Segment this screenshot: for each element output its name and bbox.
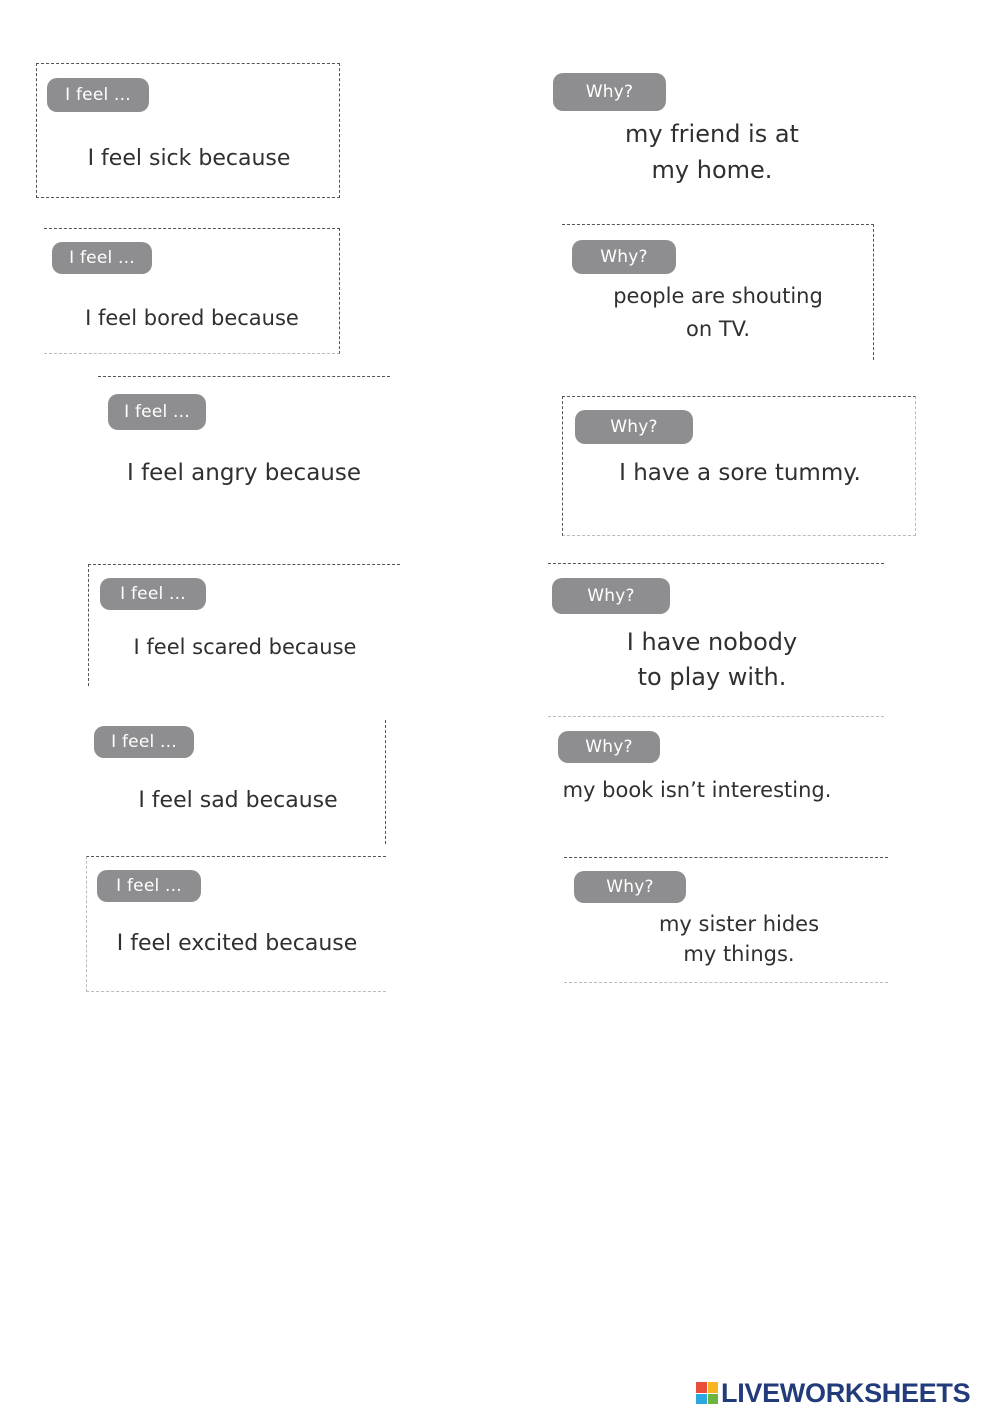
why-text-line1: my book isn’t interesting. [562, 778, 832, 802]
feel-tag: I feel ... [47, 78, 149, 112]
why-text-line1: people are shouting [613, 284, 823, 308]
why-tag: Why? [558, 731, 660, 763]
why-card-book [552, 724, 848, 824]
liveworksheets-logo-icon [696, 1382, 718, 1404]
why-card-tummy [562, 396, 916, 536]
feel-text: I feel sad because [138, 788, 338, 813]
why-text-line1: I have nobody [626, 628, 798, 656]
why-text-line1: my sister hides [658, 912, 820, 936]
why-card-friend [548, 66, 878, 194]
logo-square-blue [696, 1394, 707, 1405]
why-text-line1: I have a sore tummy. [619, 460, 861, 486]
why-tag: Why? [572, 240, 676, 274]
why-tag: Why? [574, 871, 686, 903]
feel-card-scared [88, 564, 400, 686]
logo-square-green [708, 1394, 719, 1405]
logo-square-yellow [708, 1382, 719, 1393]
feel-card-sad [90, 720, 386, 844]
feel-text: I feel excited because [116, 931, 358, 956]
feel-text: I feel sick because [87, 146, 291, 171]
why-text-line2: to play with. [637, 663, 787, 691]
why-card-shouting [562, 224, 874, 360]
why-text-line1: my friend is at [625, 120, 799, 148]
logo-text: LIVEWORKSHEETS [721, 1377, 971, 1408]
liveworksheets-logo [696, 1378, 996, 1408]
why-tag: Why? [552, 578, 670, 614]
feel-tag: I feel ... [108, 394, 206, 430]
why-text-line2: my things. [683, 942, 795, 966]
feel-tag: I feel ... [52, 242, 152, 274]
why-card-nobody [548, 563, 884, 717]
why-text-line2: my home. [651, 156, 773, 184]
feel-tag: I feel ... [94, 726, 194, 758]
feel-card-excited [86, 856, 386, 992]
logo-square-red [696, 1382, 707, 1393]
why-tag: Why? [575, 410, 693, 444]
feel-card-bored [44, 228, 340, 354]
why-card-sister [564, 857, 888, 983]
feel-tag: I feel ... [100, 578, 206, 610]
why-text-line2: on TV. [686, 317, 750, 341]
feel-text: I feel angry because [126, 460, 362, 486]
feel-card-sick [36, 63, 340, 198]
feel-text: I feel bored because [85, 306, 299, 330]
feel-tag: I feel ... [97, 870, 201, 902]
why-tag: Why? [553, 73, 666, 111]
feel-card-angry [98, 376, 390, 526]
feel-text: I feel scared because [133, 635, 357, 659]
